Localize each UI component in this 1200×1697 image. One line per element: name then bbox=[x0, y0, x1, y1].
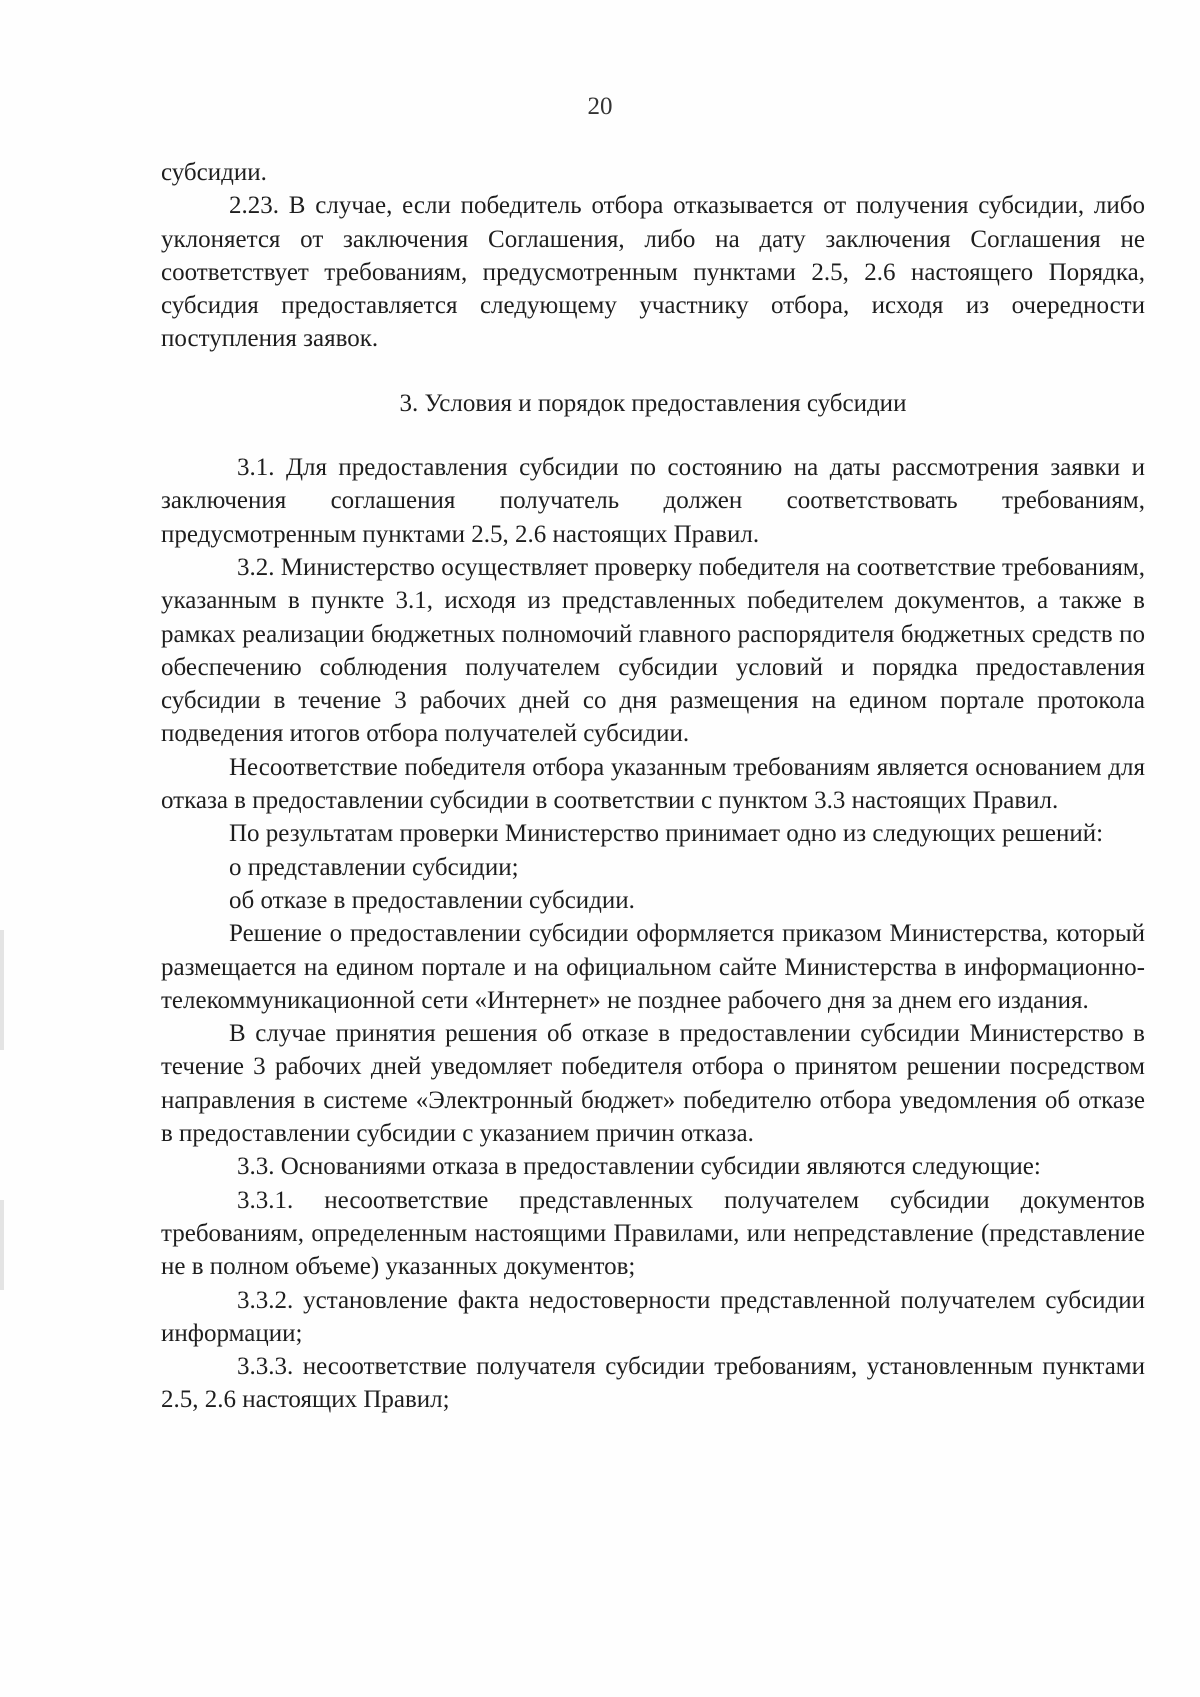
paragraph-order-publication: Решение о предоставлении субсидии оформляется приказом Министерства, который размещается на едином портале и на официальном сайте Министерства в информационно-телекоммуникационной сети «Интернет» не позднее рабочего дня за днем его издания. bbox=[161, 920, 1145, 1014]
paragraph-continuation: субсидии. bbox=[161, 159, 267, 186]
paragraph-refusal-notice: В случае принятия решения об отказе в предоставлении субсидии Министерство в течение 3 рабочих дней уведомляет победителя отбора о принятом решении посредством направления в системе «Электронный бюджет» победителю отбора уведомления об отказе в предоставлении субсидии с указанием причин отказа. bbox=[161, 1020, 1145, 1148]
list-item-grant: о представлении субсидии; bbox=[229, 853, 519, 881]
paragraph-3-3-3: 3.3.3. несоответствие получателя субсидии требованиям, установленным пунктами 2.5, 2.6 настоящих Правил; bbox=[161, 1353, 1145, 1414]
paragraph-3-3-2: 3.3.2. установление факта недостоверности представленной получателем субсидии информации; bbox=[161, 1286, 1145, 1347]
page-number: 20 bbox=[587, 93, 613, 120]
document-body bbox=[161, 156, 1145, 1417]
paragraph-decision-intro: По результатам проверки Министерство принимает одно из следующих решений: bbox=[229, 820, 1104, 848]
paragraph-3-2: 3.2. Министерство осуществляет проверку победителя на соответствие требованиям, указанным в пункте 3.1, исходя из представленных победителем документов, а также в рамках реализации бюджетных полномочий главного распорядителя бюджетных средств по обеспечению соблюдения получателем субсидии условий и порядка предоставления субсидии в течение 3 рабочих дней со дня размещения на едином портале протокола подведения итогов отбора получателей субсидии. bbox=[161, 553, 1145, 748]
paragraph-3-1: 3.1. Для предоставления субсидии по состоянию на даты рассмотрения заявки и заключения соглашения получатель должен соответствовать требованиям, предусмотренным пунктами 2.5, 2.6 настоящих Правил. bbox=[161, 454, 1145, 548]
paragraph-noncompliance: Несоответствие победителя отбора указанным требованиям является основанием для отказа в предоставлении субсидии в соответствии с пунктом 3.3 настоящих Правил. bbox=[161, 753, 1145, 815]
section-heading-3: 3. Условия и порядок предоставления субсидии bbox=[399, 389, 907, 417]
paragraph-3-3: 3.3. Основаниями отказа в предоставлении субсидии являются следующие: bbox=[237, 1153, 1041, 1181]
paragraph-3-3-1: 3.3.1. несоответствие представленных получателем субсидии документов требованиям, определенным настоящими Правилами, или непредставление (представление не в полном объеме) указанных документов; bbox=[161, 1186, 1145, 1281]
paragraph-2-23: 2.23. В случае, если победитель отбора отказывается от получения субсидии, либо уклоняется от заключения Соглашения, либо на дату заключения Соглашения не соответствует требованиям, предусмотренным пунктами 2.5, 2.6 настоящего Порядка, субсидия предоставляется следующему участнику отбора, исходя из очередности поступления заявок. bbox=[161, 192, 1145, 353]
scan-edge-mark bbox=[0, 930, 4, 1050]
list-item-refusal: об отказе в предоставлении субсидии. bbox=[229, 886, 635, 914]
scan-edge-mark bbox=[0, 1200, 4, 1290]
